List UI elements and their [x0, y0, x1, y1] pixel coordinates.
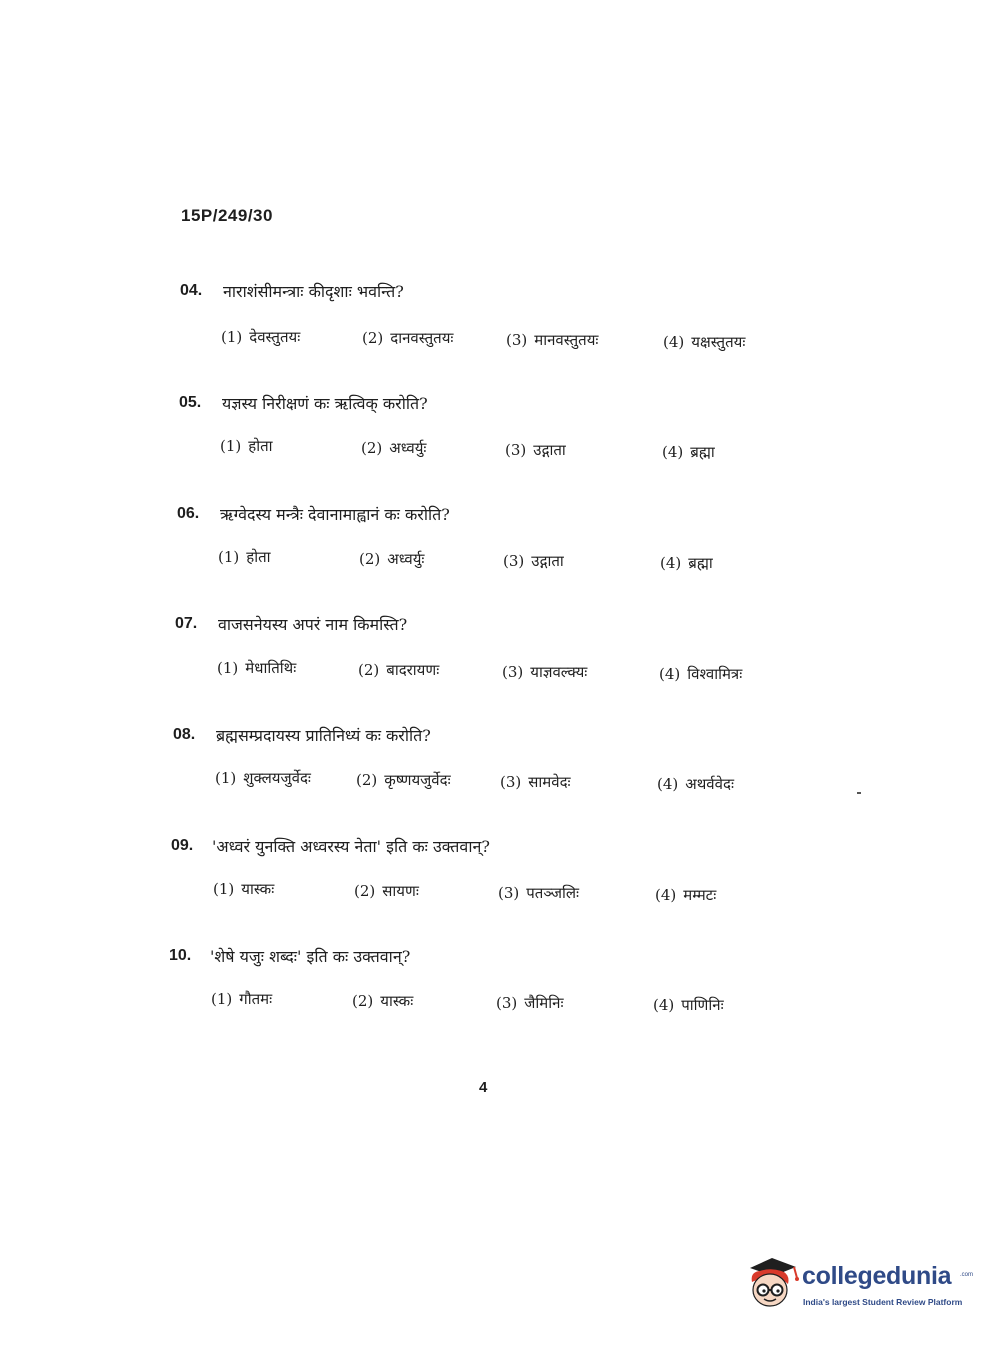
option-3: (3) उद्गाता [505, 441, 566, 459]
question-text: 'अध्वरं युनक्ति अध्वरस्य नेता' इति कः उक्तवान्? [212, 837, 490, 856]
option-2: (2) बादरायणः [358, 661, 440, 679]
option-3: (3) सामवेदः [500, 773, 571, 791]
question-text: ऋग्वेदस्य मन्त्रैः देवानामाह्वानं कः करोति? [220, 505, 450, 524]
question-09 [0, 837, 1001, 937]
option-2: (2) अध्वर्युः [361, 439, 427, 457]
option-1: (1) होता [218, 548, 271, 566]
option-3: (3) मानवस्तुतयः [506, 331, 599, 349]
question-04 [0, 282, 1001, 382]
student-mascot-icon [742, 1252, 802, 1312]
option-1: (1) मेधातिथिः [217, 659, 297, 677]
option-4: (4) अथर्ववेदः [657, 775, 734, 793]
option-1: (1) यास्कः [213, 880, 275, 898]
question-number: 06. [177, 505, 200, 522]
question-07 [0, 615, 1001, 715]
option-1: (1) होता [220, 437, 273, 455]
option-4: (4) ब्रह्मा [662, 443, 715, 461]
page-number: 4 [479, 1079, 488, 1096]
option-3: (3) याज्ञवल्क्यः [502, 663, 588, 681]
logo-tagline: India's largest Student Review Platform [803, 1297, 963, 1307]
question-text: यज्ञस्य निरीक्षणं कः ऋत्विक् करोति? [222, 394, 428, 413]
question-text: वाजसनेयस्य अपरं नाम किमस्ति? [218, 615, 408, 634]
option-4: (4) ब्रह्मा [660, 554, 713, 572]
logo-wordmark: collegedunia [802, 1262, 952, 1290]
question-number: 08. [173, 726, 196, 743]
question-number: 07. [175, 615, 198, 632]
question-05 [0, 394, 1001, 494]
question-text: 'शेषे यजुः शब्दः' इति कः उक्तवान्? [210, 947, 411, 966]
question-number: 05. [179, 394, 202, 411]
option-4: (4) यक्षस्तुतयः [663, 333, 746, 351]
question-08 [0, 726, 1001, 826]
option-2: (2) दानवस्तुतयः [362, 329, 454, 347]
option-1: (1) देवस्तुतयः [221, 328, 301, 346]
option-4: (4) विश्वामित्रः [659, 665, 743, 683]
option-4: (4) मम्मटः [655, 886, 717, 904]
question-text: नाराशंसीमन्त्राः कीदृशाः भवन्ति? [223, 282, 404, 301]
option-3: (3) पतञ्जलिः [498, 884, 580, 902]
logo-domain-suffix: .com [960, 1272, 974, 1278]
scan-mark [857, 792, 861, 794]
option-3: (3) जैमिनिः [496, 994, 564, 1012]
question-number: 10. [169, 947, 192, 964]
paper-code: 15P/249/30 [181, 206, 273, 225]
question-text: ब्रह्मसम्प्रदायस्य प्रातिनिध्यं कः करोति? [216, 726, 431, 745]
option-4: (4) पाणिनिः [653, 996, 724, 1014]
option-2: (2) यास्कः [352, 992, 414, 1010]
option-1: (1) गौतमः [211, 990, 273, 1008]
question-10 [0, 947, 1001, 1047]
option-2: (2) अध्वर्युः [359, 550, 425, 568]
question-06 [0, 505, 1001, 605]
option-3: (3) उद्गाता [503, 552, 564, 570]
question-number: 04. [180, 282, 203, 299]
collegedunia-logo[interactable] [742, 1252, 972, 1312]
option-2: (2) सायणः [354, 882, 419, 900]
option-2: (2) कृष्णयजुर्वेदः [356, 771, 451, 789]
option-1: (1) शुक्लयजुर्वेदः [215, 769, 311, 787]
question-number: 09. [171, 837, 194, 854]
